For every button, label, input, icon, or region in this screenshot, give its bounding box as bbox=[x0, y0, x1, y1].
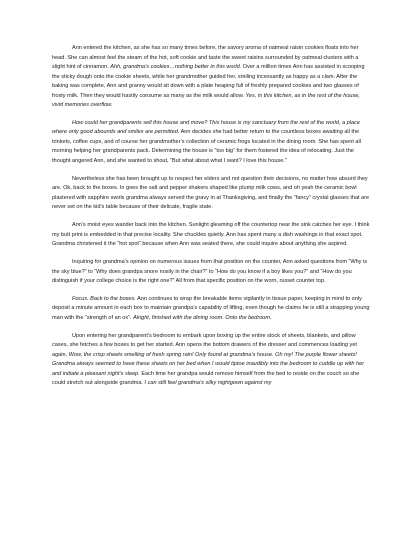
text-segment: Inquiring for grandma’s opinion on numerous issues from that position on the counter, Ann asked questions from “Why is the sky blue?” to “Why does grandpa snore nosily in the chair?” to “How do you know if a boy likes you?” and “How do you distinguish if your college choice is the right one?” All from that specific position on the worn, russet counter top. bbox=[52, 259, 367, 285]
italic-text-segment: How could her grandparents sell this house and move? This house is my sanctuary from the rest of the world, a place where only good abounds and smiles are permitted. bbox=[52, 119, 360, 136]
text-segment: Ann’s moist eyes wander back into the kitchen. Sunlight gleaming off the countertop near the sink catches her eye. I think my butt print is embedded in that precise locality. She chuckles quietly. Ann has spent many a dish washings in that exact spot. Grandma christened it the “hot spot” because when Ann was seated there, she could inquire about anything she aspired. bbox=[52, 222, 370, 248]
text-segment: Upon entering her grandparent’s bedroom to embark upon boxing up the entire stock of sheets, blankets, and pillow cases, she fetches a few boxes to get her started. Ann opens the bottom drawers of the dresser and commences loading yet again. bbox=[52, 332, 357, 358]
text-segment: Ann continues to wrap the breakable items vigilantly in tissue paper, keeping in mind to only deposit a minute amount in each box to maintain grandpa’s capability of lifting, even though he claims he is still a strapping young man with the “strength of an ox”. bbox=[52, 295, 370, 321]
text-segment: Ann entered the kitchen, as she has so many times before, the savory aroma of oatmeal raisin cookies floats into her head. She can almost feel the steam of the hot, soft cookie and taste the sweet raisins surrounded by oatmeal clusters with a slight hint of cinnamon. bbox=[52, 45, 359, 70]
text-segment: Ann decides she had better return to the countless boxes awaiting all the trinkets, coffee cups, and of course her grandmother’s collection of ceramic frogs located in the dining room. She has spent all morning helping her grandparents pack. Determining the house is “too big” for them fostered the idea of relocating. Just the thought angered Ann, and she wanted to shout, “But what about what I want? I love this house.” bbox=[52, 129, 361, 164]
paragraph bbox=[52, 119, 370, 167]
paragraph bbox=[52, 221, 370, 250]
paragraph bbox=[52, 175, 370, 213]
italic-text-segment: Alright, finished with the dining room. Onto the bedroom. bbox=[133, 314, 272, 321]
text-segment: Nevertheless she has been brought up to respect her elders and not question their decisions, no matter how absurd they are. Ok, back to the boxes. In goes the salt and pepper shakers shaped like plump milk cows, and oh yeah the ceramic bowl plastered with sapphire swirls grandma always served the gravy in at Thanksgiving, and finally the “fancy” crystal glasses that are never set on the kid’s table because of their delicate, fragile state. bbox=[52, 175, 370, 211]
italic-text-segment: Yes, in this kitchen, as in the rest of the house, vivid memories overflow. bbox=[52, 92, 360, 108]
text-segment: Over a million times Ann has assisted in scooping the sticky dough onto the cookie sheets, while her grandmother guided her, smiling incessantly as happy as a clam. After the baking was complete, Ann and granny would sit down with a plate heaping full of freshly prepared cookies and two glasses of frosty milk. Then they would hastily consume as many as the milk would allow. bbox=[52, 64, 365, 99]
italic-text-segment: Wow, the crisp sheets smelling of fresh spring rain! Only found at grandma’s house. Oh my! The purple flower sheets! Grandma always seemed to have these sheets on her bed when I would tiptoe inaudibly into the bedroom to cuddle up with her and initiate a pleasant night’s sleep. bbox=[52, 351, 365, 377]
document-body bbox=[52, 44, 370, 389]
italic-text-segment: Focus. Back to the boxes. bbox=[72, 295, 136, 302]
italic-text-segment: I can still feel grandma’s silky nightgown against my bbox=[144, 380, 272, 387]
paragraph bbox=[52, 295, 370, 324]
paragraph bbox=[52, 332, 370, 389]
paragraph bbox=[52, 258, 370, 287]
paragraph bbox=[52, 44, 370, 111]
text-segment: Each time her grandpa would remove himself from the bed to reside on the couch so she could stretch out alongside grandma. bbox=[52, 370, 360, 387]
italic-text-segment: Ahh, grandma’s cookies…nothing better in this world. bbox=[110, 64, 242, 70]
